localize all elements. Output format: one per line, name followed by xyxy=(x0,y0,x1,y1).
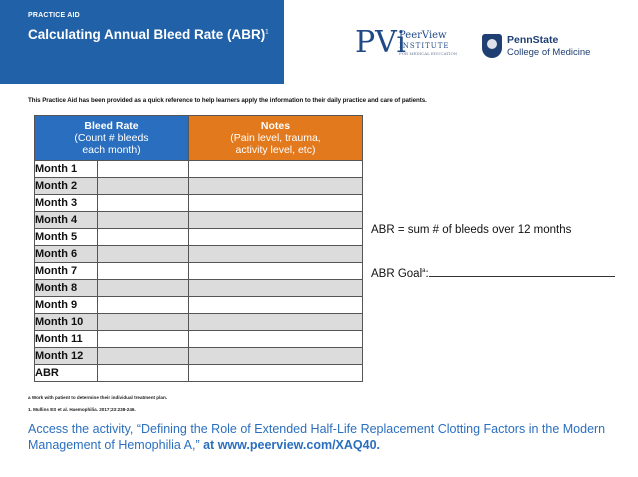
row-label: Month 7 xyxy=(35,263,98,280)
abr-goal xyxy=(371,266,615,280)
notes-cell[interactable] xyxy=(189,212,363,229)
bleed-count-cell[interactable] xyxy=(98,229,189,246)
table-row xyxy=(35,212,363,229)
notes-cell[interactable] xyxy=(189,161,363,178)
notes-cell[interactable] xyxy=(189,348,363,365)
table-row xyxy=(35,178,363,195)
bleed-count-cell[interactable] xyxy=(98,195,189,212)
table-row xyxy=(35,195,363,212)
notes-header-sub2: activity level, etc) xyxy=(235,144,316,156)
row-label: Month 4 xyxy=(35,212,98,229)
peerview-wordmark xyxy=(399,30,457,56)
bleed-rate-header-title: Bleed Rate xyxy=(84,120,139,132)
bleed-rate-header xyxy=(35,116,189,161)
bleed-count-cell[interactable] xyxy=(98,348,189,365)
table-row xyxy=(35,297,363,314)
footnote-a: a Work with patient to determine their individual treatment plan. xyxy=(28,395,168,400)
bleed-count-cell[interactable] xyxy=(98,212,189,229)
practice-aid-tag: PRACTICE AID xyxy=(28,12,80,19)
bleed-count-cell[interactable] xyxy=(98,314,189,331)
peerview-name: PeerView xyxy=(399,30,447,41)
table-row xyxy=(35,246,363,263)
row-label: Month 5 xyxy=(35,229,98,246)
bleed-count-cell[interactable] xyxy=(98,161,189,178)
abr-goal-input-line[interactable] xyxy=(429,266,615,277)
reference-1: 1. Mullins ES et al. Haemophilia. 2017;23:238-246. xyxy=(28,407,136,412)
abr-formula: ABR = sum # of bleeds over 12 months xyxy=(371,224,572,236)
notes-cell[interactable] xyxy=(189,246,363,263)
bleed-count-cell[interactable] xyxy=(98,280,189,297)
bleed-count-cell[interactable] xyxy=(98,331,189,348)
notes-cell[interactable] xyxy=(189,365,363,382)
row-label: Month 12 xyxy=(35,348,98,365)
row-label: Month 9 xyxy=(35,297,98,314)
notes-header-sub1: (Pain level, trauma, xyxy=(230,132,321,144)
row-label: Month 2 xyxy=(35,178,98,195)
row-label: Month 6 xyxy=(35,246,98,263)
row-label: Month 8 xyxy=(35,280,98,297)
bleed-count-cell[interactable] xyxy=(98,263,189,280)
table-row xyxy=(35,280,363,297)
notes-cell[interactable] xyxy=(189,229,363,246)
abr-goal-label: ABR Goal xyxy=(371,268,423,280)
notes-cell[interactable] xyxy=(189,195,363,212)
table-row xyxy=(35,365,363,382)
intro-text: This Practice Aid has been provided as a quick reference to help learners apply the information to their daily practice and care of patients. xyxy=(28,97,427,104)
table-row xyxy=(35,314,363,331)
table-row xyxy=(35,348,363,365)
pennstate-name: PennState xyxy=(507,34,559,46)
notes-cell[interactable] xyxy=(189,178,363,195)
row-label: Month 11 xyxy=(35,331,98,348)
row-label: ABR xyxy=(35,365,98,382)
table-row xyxy=(35,263,363,280)
activity-call-to-action xyxy=(28,421,618,453)
notes-cell[interactable] xyxy=(189,263,363,280)
cta-text: Access the activity, “Defining the Role of Extended Half-Life Replacement Clotting Factors in the Modern Management of Hemophilia A,” xyxy=(28,422,606,452)
peerview-mark-icon: PVi xyxy=(355,25,406,60)
peerview-subtitle: FOR MEDICAL EDUCATION xyxy=(399,51,458,56)
abr-goal-footnote-mark: a xyxy=(422,268,426,275)
notes-cell[interactable] xyxy=(189,331,363,348)
bleed-count-cell[interactable] xyxy=(98,365,189,382)
table-row xyxy=(35,161,363,178)
bleed-count-cell[interactable] xyxy=(98,178,189,195)
cta-link[interactable]: at www.peerview.com/XAQ40. xyxy=(203,438,381,452)
bleed-rate-header-sub1: (Count # bleeds xyxy=(74,132,149,144)
nittany-lion-shield-icon xyxy=(482,34,502,58)
page-title-text: Calculating Annual Bleed Rate (ABR) xyxy=(28,27,266,42)
notes-header-title: Notes xyxy=(260,120,291,132)
header-banner xyxy=(0,0,284,84)
pennstate-college: College of Medicine xyxy=(507,47,591,58)
row-label: Month 1 xyxy=(35,161,98,178)
bleed-rate-table xyxy=(34,115,363,382)
title-reference: 1 xyxy=(265,29,269,36)
row-label: Month 3 xyxy=(35,195,98,212)
bleed-rate-header-sub2: each month) xyxy=(82,144,141,156)
notes-cell[interactable] xyxy=(189,280,363,297)
peerview-institute: INSTITUTE xyxy=(399,42,450,50)
notes-header xyxy=(189,116,363,161)
page-title xyxy=(28,27,269,42)
notes-cell[interactable] xyxy=(189,314,363,331)
abr-goal-colon: : xyxy=(425,268,429,280)
notes-cell[interactable] xyxy=(189,297,363,314)
bleed-count-cell[interactable] xyxy=(98,297,189,314)
table-row xyxy=(35,331,363,348)
row-label: Month 10 xyxy=(35,314,98,331)
pennstate-wordmark xyxy=(507,34,590,58)
bleed-count-cell[interactable] xyxy=(98,246,189,263)
table-row xyxy=(35,229,363,246)
